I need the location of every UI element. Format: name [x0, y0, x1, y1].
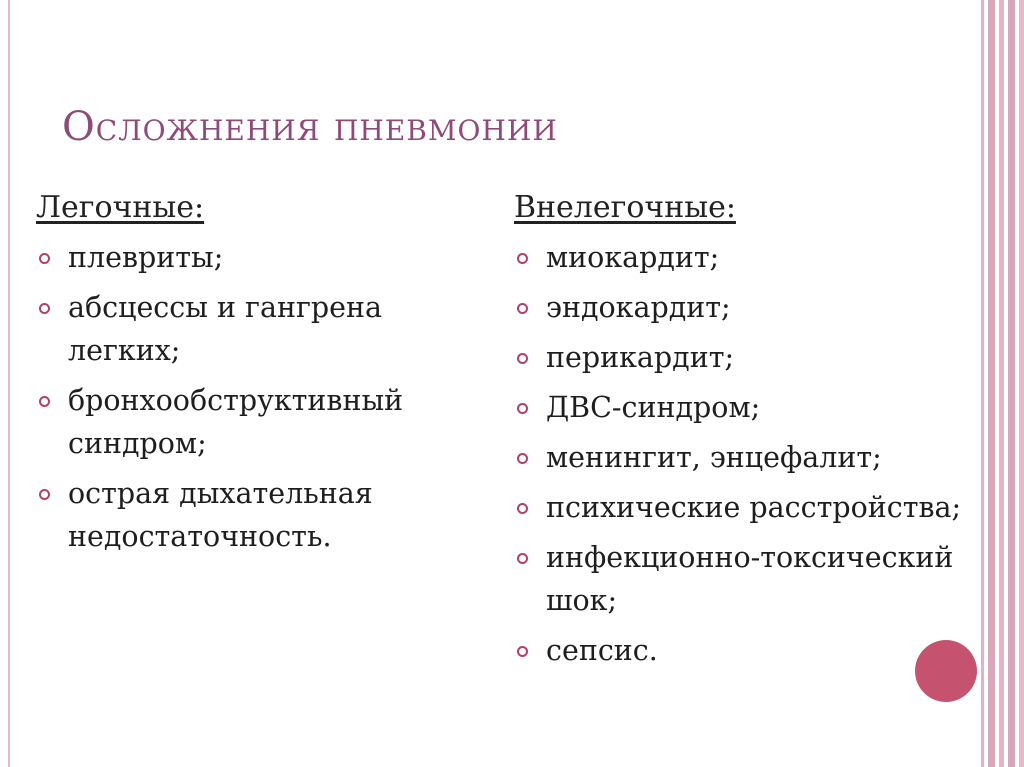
bullet-icon	[39, 253, 50, 264]
list-item-text: сепсис.	[546, 634, 658, 667]
stripe	[1019, 0, 1024, 767]
right-column-heading: Внелегочные:	[514, 190, 736, 225]
bullet-icon	[39, 303, 50, 314]
left-list	[36, 236, 476, 558]
list-item-text: плевриты;	[68, 241, 224, 274]
bullet-icon	[517, 253, 528, 264]
list-item-text: бронхообструктивный	[68, 384, 404, 417]
list-item	[514, 336, 994, 379]
list-item	[36, 472, 476, 558]
list-item-text-cont: легких;	[68, 334, 181, 367]
bullet-icon	[517, 503, 528, 514]
list-item	[36, 286, 476, 372]
list-item	[514, 236, 994, 279]
bullet-icon	[517, 646, 528, 657]
list-item	[36, 379, 476, 465]
list-item	[514, 386, 994, 429]
stripe	[999, 0, 1004, 767]
list-item-text: менингит, энцефалит;	[546, 441, 882, 474]
bullet-icon	[517, 353, 528, 364]
bullet-icon	[517, 303, 528, 314]
list-item-text: эндокардит;	[546, 291, 731, 324]
decorative-circle-icon	[915, 640, 977, 702]
list-item-text-cont: шок;	[546, 584, 618, 617]
stripe	[1008, 0, 1015, 767]
right-column	[514, 186, 994, 679]
list-item-text: ДВС-синдром;	[546, 391, 761, 424]
bullet-icon	[517, 553, 528, 564]
list-item	[514, 436, 994, 479]
bullet-icon	[39, 396, 50, 407]
list-item-text: психические расстройства;	[546, 491, 962, 524]
bullet-icon	[39, 489, 50, 500]
list-item	[36, 236, 476, 279]
list-item	[514, 486, 994, 529]
list-item	[514, 286, 994, 329]
list-item	[514, 536, 994, 622]
list-item-text-cont: синдром;	[68, 427, 207, 460]
list-item-text: острая дыхательная	[68, 477, 373, 510]
left-column	[36, 186, 476, 565]
list-item-text: абсцессы и гангрена	[68, 291, 382, 324]
bullet-icon	[517, 403, 528, 414]
right-list	[514, 236, 994, 672]
list-item-text: перикардит;	[546, 341, 735, 374]
list-item-text-cont: недостаточность.	[68, 520, 332, 553]
left-column-heading: Легочные:	[36, 190, 205, 225]
slide-title: Осложнения пневмонии	[62, 104, 558, 150]
left-frame-line	[8, 0, 10, 767]
list-item-text: инфекционно-токсический	[546, 541, 954, 574]
list-item-text: миокардит;	[546, 241, 720, 274]
bullet-icon	[517, 453, 528, 464]
